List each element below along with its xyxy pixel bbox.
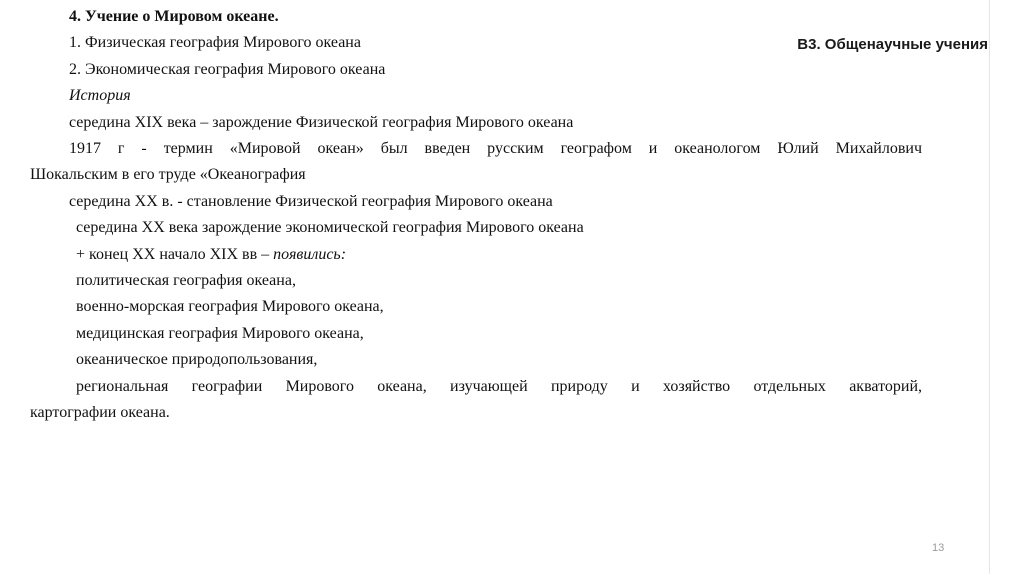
branch-naval: военно-морская география Мирового океана, [76, 298, 384, 316]
heading: 4. Учение о Мировом океане. [69, 8, 279, 25]
history-19th-century: середина XIX века – зарождение Физической география Мирового океана [69, 113, 574, 131]
history-20th-century-economic: середина XX века зарождение экономической география Мирового океана [76, 219, 584, 237]
history-20th-century: середина XX в. - становление Физической география Мирового океана [69, 192, 553, 210]
list-item-economic: 2. Экономическая география Мирового океана [69, 60, 386, 78]
history-late-period-text: + конец XX начало XIX вв – [76, 245, 274, 263]
branch-cartography: картографии океана. [30, 404, 170, 422]
branch-regional: региональная географии Мирового океана, изучающей природу и хозяйство отдельных акваторий, [76, 377, 922, 395]
history-late-period [30, 242, 922, 268]
slide-section-label: В3. Общенаучные учения [797, 36, 988, 53]
list-item-physical: 1. Физическая география Мирового океана [69, 34, 361, 52]
page-number: 13 [932, 542, 945, 554]
history-1917: 1917 г - термин «Мировой океан» был введен русским географом и океанологом Юлий Михайлович [69, 140, 922, 158]
appeared-label: появились: [273, 245, 347, 263]
history-1917-continued: Шокальским в его труде «Океанография [30, 166, 306, 184]
right-divider-line [989, 0, 990, 574]
branch-resource-use: океаническое природопользования, [76, 351, 318, 369]
history-label: История [69, 87, 131, 105]
slide-content [30, 4, 922, 427]
branch-political: политическая география океана, [76, 272, 296, 290]
branch-medical: медицинская география Мирового океана, [76, 324, 364, 342]
